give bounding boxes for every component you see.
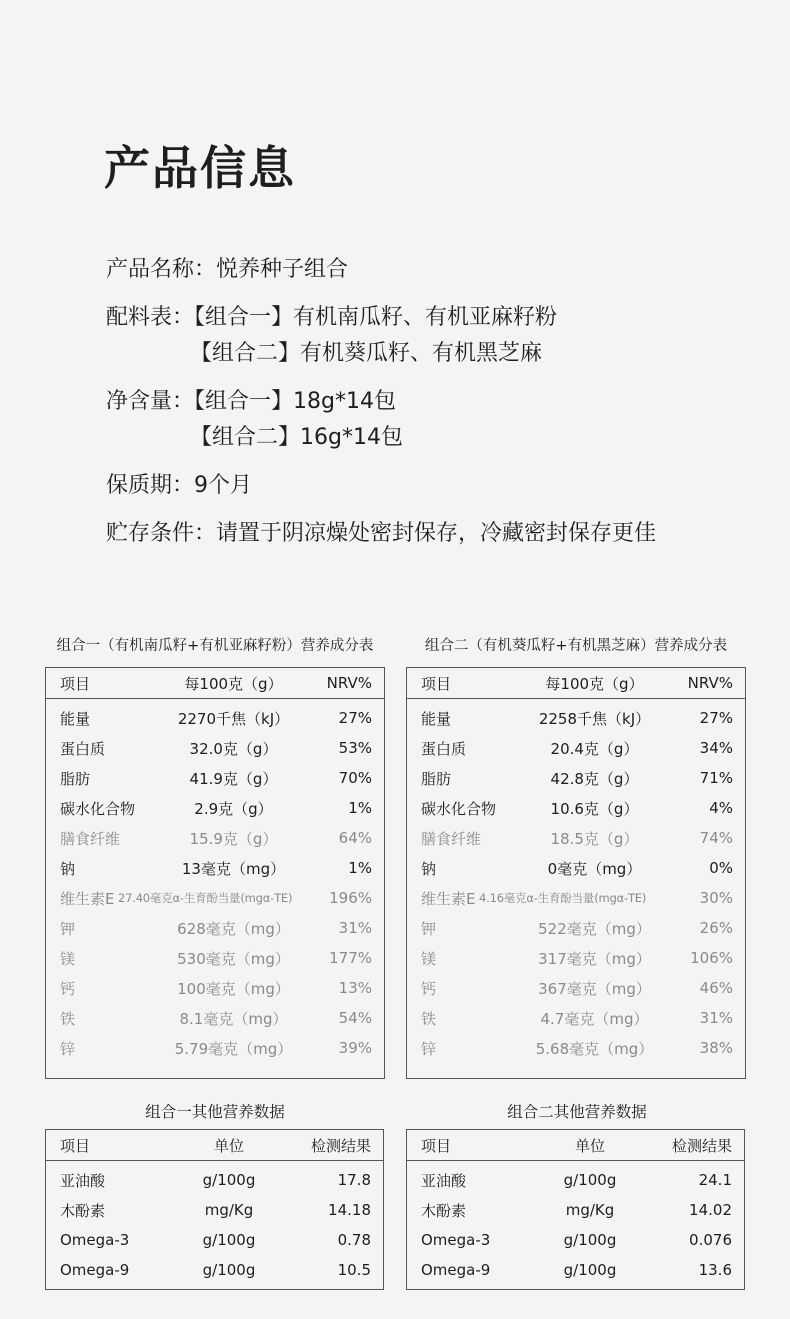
row-name: 铁: [421, 1009, 437, 1028]
header-item: 项目: [60, 674, 91, 693]
row-result: 14.02: [689, 1201, 732, 1219]
row-name: 钙: [421, 979, 437, 998]
row-nrv: 13%: [338, 979, 372, 997]
row-unit: g/100g: [563, 1171, 617, 1189]
row-amount: 100毫克（mg）: [177, 979, 290, 998]
row-nrv: 38%: [699, 1039, 733, 1057]
row-nrv: 70%: [338, 769, 372, 787]
table-row: [46, 1225, 383, 1255]
row-nrv: 26%: [699, 919, 733, 937]
row-amount: 317毫克（mg）: [538, 949, 651, 968]
table-row: [46, 1033, 384, 1063]
table-row: [407, 793, 745, 823]
row-nrv: 71%: [699, 769, 733, 787]
row-amount: 15.9克（g）: [189, 829, 278, 848]
nutrition-table-1: [45, 667, 385, 1079]
header-item: 项目: [421, 1136, 452, 1155]
row-name: 维生素E: [421, 889, 476, 908]
row-result: 0.076: [689, 1231, 732, 1249]
row-name: 能量: [421, 709, 452, 728]
row-result: 17.8: [337, 1171, 371, 1189]
row-amount: 18.5克（g）: [550, 829, 639, 848]
row-amount: 27.40毫克α-生育酚当量(mgα-TE): [118, 891, 293, 905]
row-nrv: 0%: [709, 859, 733, 877]
table-row: [46, 793, 384, 823]
table-row: [407, 853, 745, 883]
table-row: [46, 853, 384, 883]
row-nrv: 53%: [338, 739, 372, 757]
row-nrv: 106%: [690, 949, 733, 967]
row-amount: 32.0克（g）: [189, 739, 278, 758]
row-unit: g/100g: [202, 1261, 256, 1279]
table-row: [46, 1195, 383, 1225]
row-unit: g/100g: [202, 1171, 256, 1189]
row-amount: 13毫克（mg）: [181, 859, 286, 878]
row-nrv: 46%: [699, 979, 733, 997]
table-header: [407, 1130, 744, 1161]
table-row: [407, 883, 745, 913]
row-amount: 20.4克（g）: [550, 739, 639, 758]
row-nrv: 39%: [338, 1039, 372, 1057]
row-name: 膳食纤维: [421, 829, 482, 848]
row-name: Omega-3: [60, 1231, 130, 1249]
table-row: [407, 943, 745, 973]
row-result: 13.6: [698, 1261, 732, 1279]
table-header: [46, 1130, 383, 1161]
other-table-1-caption: 组合一其他营养数据: [145, 1103, 285, 1121]
ingredients-line-2: 【组合二】有机葵瓜籽、有机黑芝麻: [190, 341, 543, 366]
row-amount: 367毫克（mg）: [538, 979, 651, 998]
header-unit: 单位: [574, 1136, 605, 1155]
header-per-100g: 每100克（g）: [184, 674, 283, 693]
row-nrv: 196%: [329, 889, 372, 907]
header-item: 项目: [421, 674, 452, 693]
product-name: 产品名称：悦养种子组合: [106, 257, 349, 282]
row-name: 蛋白质: [60, 739, 106, 758]
row-amount: 4.16毫克α-生育酚当量(mgα-TE): [479, 891, 647, 905]
other-table-2-caption: 组合二其他营养数据: [507, 1103, 647, 1121]
row-name: 脂肪: [60, 769, 91, 788]
row-name: 蛋白质: [421, 739, 467, 758]
table-row: [407, 1195, 744, 1225]
row-amount: 522毫克（mg）: [538, 919, 651, 938]
table-row: [407, 823, 745, 853]
row-amount: 0毫克（mg）: [547, 859, 642, 878]
row-name: 亚油酸: [421, 1171, 467, 1190]
table-body: [407, 1161, 744, 1285]
row-result: 0.78: [337, 1231, 371, 1249]
row-nrv: 64%: [338, 829, 372, 847]
row-unit: g/100g: [563, 1261, 617, 1279]
row-result: 10.5: [337, 1261, 371, 1279]
row-amount: 530毫克（mg）: [177, 949, 290, 968]
row-name: 能量: [60, 709, 91, 728]
row-name: Omega-9: [421, 1261, 491, 1279]
row-amount: 8.1毫克（mg）: [179, 1009, 288, 1028]
storage-conditions: 贮存条件：请置于阴凉燥处密封保存，冷藏密封保存更佳: [106, 521, 657, 546]
row-name: 钙: [60, 979, 76, 998]
row-name: 锌: [421, 1039, 437, 1058]
net-content-line-2: 【组合二】16g*14包: [190, 425, 403, 450]
row-amount: 10.6克（g）: [550, 799, 639, 818]
page-title: 产品信息: [104, 141, 296, 195]
table-row: [407, 1033, 745, 1063]
header-unit: 单位: [213, 1136, 244, 1155]
table-row: [407, 703, 745, 733]
row-unit: mg/Kg: [204, 1201, 254, 1219]
row-name: 钠: [60, 859, 76, 878]
row-name: 铁: [60, 1009, 76, 1028]
row-result: 14.18: [328, 1201, 371, 1219]
row-nrv: 54%: [338, 1009, 372, 1027]
header-result: 检测结果: [671, 1136, 732, 1155]
row-name: Omega-3: [421, 1231, 491, 1249]
row-name: 钾: [421, 919, 437, 938]
row-unit: mg/Kg: [565, 1201, 615, 1219]
row-name: 镁: [421, 949, 437, 968]
row-name: 镁: [60, 949, 76, 968]
row-unit: g/100g: [563, 1231, 617, 1249]
row-name: 碳水化合物: [60, 799, 136, 818]
row-nrv: 27%: [338, 709, 372, 727]
row-unit: g/100g: [202, 1231, 256, 1249]
row-amount: 2.9克（g）: [194, 799, 273, 818]
header-item: 项目: [60, 1136, 91, 1155]
row-amount: 2258千焦（kJ）: [538, 709, 651, 728]
row-amount: 5.68毫克（mg）: [535, 1039, 654, 1058]
table-body: [46, 1161, 383, 1285]
row-name: 膳食纤维: [60, 829, 121, 848]
table-row: [407, 1003, 745, 1033]
row-nrv: 34%: [699, 739, 733, 757]
row-name: 钾: [60, 919, 76, 938]
table-row: [407, 913, 745, 943]
row-name: 亚油酸: [60, 1171, 106, 1190]
row-name: 木酚素: [421, 1201, 467, 1220]
table-row: [46, 763, 384, 793]
row-name: 木酚素: [60, 1201, 106, 1220]
row-nrv: 1%: [348, 799, 372, 817]
row-nrv: 74%: [699, 829, 733, 847]
row-nrv: 4%: [709, 799, 733, 817]
table-row: [46, 1255, 383, 1285]
row-name: Omega-9: [60, 1261, 130, 1279]
row-name: 钠: [421, 859, 437, 878]
row-amount: 42.8克（g）: [550, 769, 639, 788]
table-header: [407, 668, 745, 699]
other-table-1: [45, 1129, 384, 1290]
row-name: 锌: [60, 1039, 76, 1058]
table-body: [407, 699, 745, 1063]
table-row: [46, 1165, 383, 1195]
row-result: 24.1: [698, 1171, 732, 1189]
table-row: [407, 1165, 744, 1195]
row-nrv: 177%: [329, 949, 372, 967]
shelf-life: 保质期：9个月: [106, 473, 252, 498]
table-row: [407, 1255, 744, 1285]
row-nrv: 27%: [699, 709, 733, 727]
row-nrv: 30%: [699, 889, 733, 907]
row-amount: 5.79毫克（mg）: [174, 1039, 293, 1058]
net-content-line-1: 净含量：【组合一】18g*14包: [106, 389, 396, 414]
row-amount: 41.9克（g）: [189, 769, 278, 788]
row-nrv: 31%: [699, 1009, 733, 1027]
row-name: 脂肪: [421, 769, 452, 788]
nutrition-table-2-caption: 组合二（有机葵瓜籽+有机黑芝麻）营养成分表: [424, 638, 728, 654]
header-nrv: NRV%: [326, 674, 372, 692]
header-result: 检测结果: [310, 1136, 371, 1155]
table-row: [46, 1003, 384, 1033]
row-nrv: 1%: [348, 859, 372, 877]
table-row: [46, 823, 384, 853]
row-amount: 2270千焦（kJ）: [177, 709, 290, 728]
table-row: [46, 883, 384, 913]
table-row: [46, 733, 384, 763]
ingredients-line-1: 配料表：【组合一】有机南瓜籽、有机亚麻籽粉: [106, 305, 558, 330]
table-row: [46, 913, 384, 943]
row-name: 碳水化合物: [421, 799, 497, 818]
row-nrv: 31%: [338, 919, 372, 937]
table-header: [46, 668, 384, 699]
table-row: [407, 1225, 744, 1255]
table-row: [407, 733, 745, 763]
table-row: [407, 763, 745, 793]
row-amount: 628毫克（mg）: [177, 919, 290, 938]
table-row: [407, 973, 745, 1003]
header-per-100g: 每100克（g）: [545, 674, 644, 693]
table-row: [46, 973, 384, 1003]
other-table-2: [406, 1129, 745, 1290]
table-row: [46, 943, 384, 973]
table-body: [46, 699, 384, 1063]
row-name: 维生素E: [60, 889, 115, 908]
row-amount: 4.7毫克（mg）: [540, 1009, 649, 1028]
nutrition-table-1-caption: 组合一（有机南瓜籽+有机亚麻籽粉）营养成分表: [56, 638, 374, 654]
table-row: [46, 703, 384, 733]
header-nrv: NRV%: [687, 674, 733, 692]
nutrition-table-2: [406, 667, 746, 1079]
